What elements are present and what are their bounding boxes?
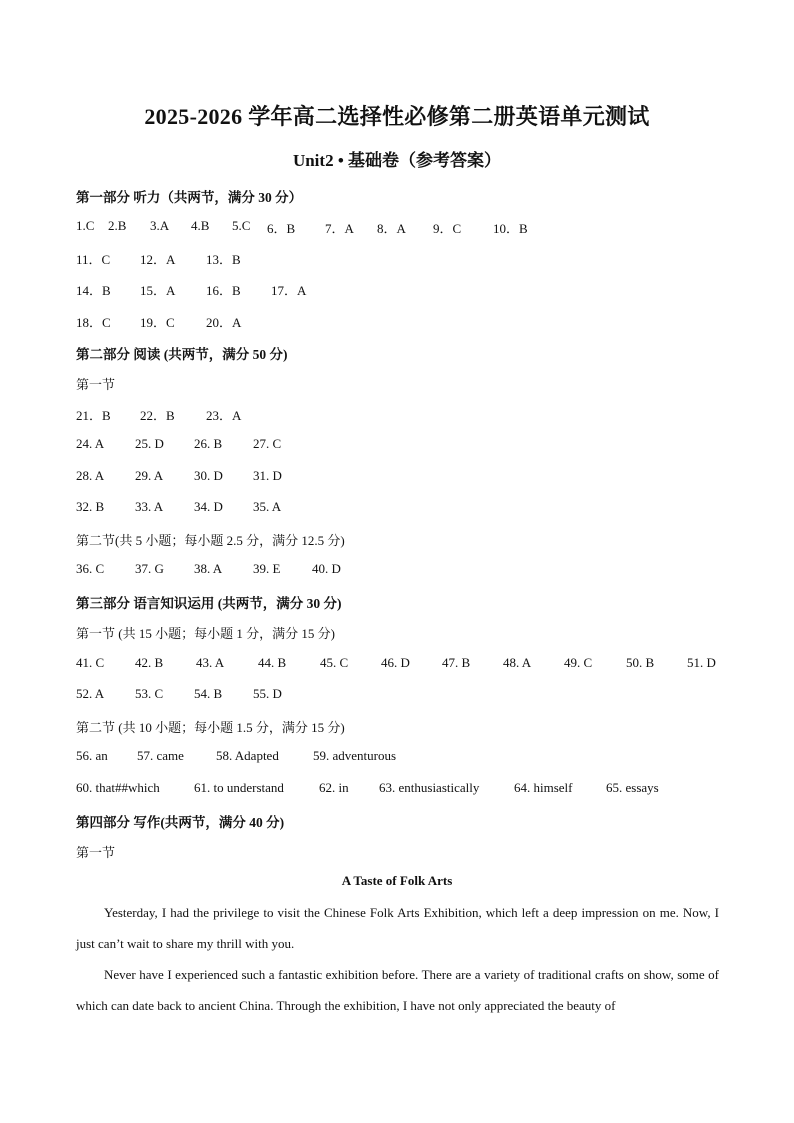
answer-item: 38. A [194,561,223,576]
answer-item: 32. B [76,499,105,514]
answer-item: 48. A [503,655,532,670]
answer-item: 51. D [687,655,716,670]
answer-item: 52. A [76,686,105,701]
answer-item: 43. A [196,655,225,670]
answer-item: 4.B [191,218,210,233]
part4-heading: 第四部分 写作(共两节，满分 40 分) [76,815,285,830]
answer-item: 63. enthusiastically [379,780,480,795]
answer-item: 11．C [76,252,111,267]
answer-item: 46. D [381,655,410,670]
answer-item: 25. D [135,436,164,451]
answer-item: 49. C [564,655,593,670]
answer-item: 8．A [377,221,406,236]
answer-item: 42. B [135,655,164,670]
essay-paragraph-1: Yesterday, I had the privilege to visit the Chinese Folk Arts Exhibition, which left a deep impression on me. Now, I just can’t wait to share my thrill with you. [76,905,719,951]
answer-item: 33. A [135,499,164,514]
part2-section1-label: 第一节 [76,377,116,392]
answer-item: 1.C [76,218,95,233]
answer-item: 28. A [76,468,105,483]
answer-item: 21．B [76,408,111,423]
answer-item: 12．A [140,252,176,267]
answer-item: 17．A [271,283,307,298]
answer-item: 58. Adapted [216,748,279,763]
part3-section1-label: 第一节 (共 15 小题；每小题 1 分，满分 15 分) [76,626,335,641]
answer-item: 3.A [150,218,170,233]
answer-item: 7．A [325,221,354,236]
answer-item: 29. A [135,468,164,483]
answer-item: 23．A [206,408,242,423]
answer-item: 37. G [135,561,164,576]
answer-item: 41. C [76,655,105,670]
part2-heading: 第二部分 阅读 (共两节，满分 50 分) [76,347,288,362]
answer-item: 39. E [253,561,281,576]
answer-item: 36. C [76,561,105,576]
answer-item: 6．B [267,221,296,236]
answer-item: 15．A [140,283,176,298]
answer-item: 18．C [76,315,111,330]
essay-title: A Taste of Folk Arts [341,873,453,888]
answer-item: 5.C [232,218,251,233]
answer-item: 54. B [194,686,223,701]
page-title: 2025-2026 学年高二选择性必修第二册英语单元测试 [144,104,650,129]
page-subtitle: Unit2 • 基础卷（参考答案） [292,151,502,170]
answer-item: 64. himself [514,780,573,795]
answer-item: 13．B [206,252,241,267]
answer-item: 26. B [194,436,223,451]
answer-item: 9．C [433,221,462,236]
answer-item: 34. D [194,499,223,514]
answer-item: 10．B [493,221,528,236]
answer-item: 2.B [108,218,127,233]
answer-item: 30. D [194,468,223,483]
answer-item: 53. C [135,686,164,701]
answer-item: 31. D [253,468,282,483]
answer-item: 19．C [140,315,175,330]
answer-item: 57. came [137,748,184,763]
answer-item: 56. an [76,748,108,763]
part4-section1-label: 第一节 [76,845,116,860]
part3-heading: 第三部分 语言知识运用 (共两节，满分 30 分) [76,596,342,611]
part2-section2-label: 第二节(共 5 小题；每小题 2.5 分，满分 12.5 分) [76,533,345,548]
answer-item: 44. B [258,655,287,670]
answer-item: 45. C [320,655,349,670]
answer-item: 60. that##which [76,780,160,795]
answer-item: 55. D [253,686,282,701]
answer-item: 61. to understand [194,780,284,795]
answer-item: 27. C [253,436,282,451]
essay-paragraph-2: Never have I experienced such a fantastic exhibition before. There are a variety of traditional crafts on show, some of which can date back to ancient China. Through the exhibition, I have not only appreciated the beauty of [76,967,719,1013]
answer-item: 40. D [312,561,341,576]
answer-item: 62. in [319,780,349,795]
part1-heading: 第一部分 听力（共两节，满分 30 分） [76,190,303,205]
answer-item: 16．B [206,283,241,298]
answer-item: 24. A [76,436,105,451]
answer-item: 50. B [626,655,655,670]
answer-item: 22．B [140,408,175,423]
answer-item: 14．B [76,283,111,298]
part3-section2-label: 第二节 (共 10 小题；每小题 1.5 分，满分 15 分) [76,720,345,735]
answer-item: 20．A [206,315,242,330]
answer-item: 47. B [442,655,471,670]
answer-item: 65. essays [606,780,659,795]
answer-item: 35. A [253,499,282,514]
answer-item: 59. adventurous [313,748,397,763]
